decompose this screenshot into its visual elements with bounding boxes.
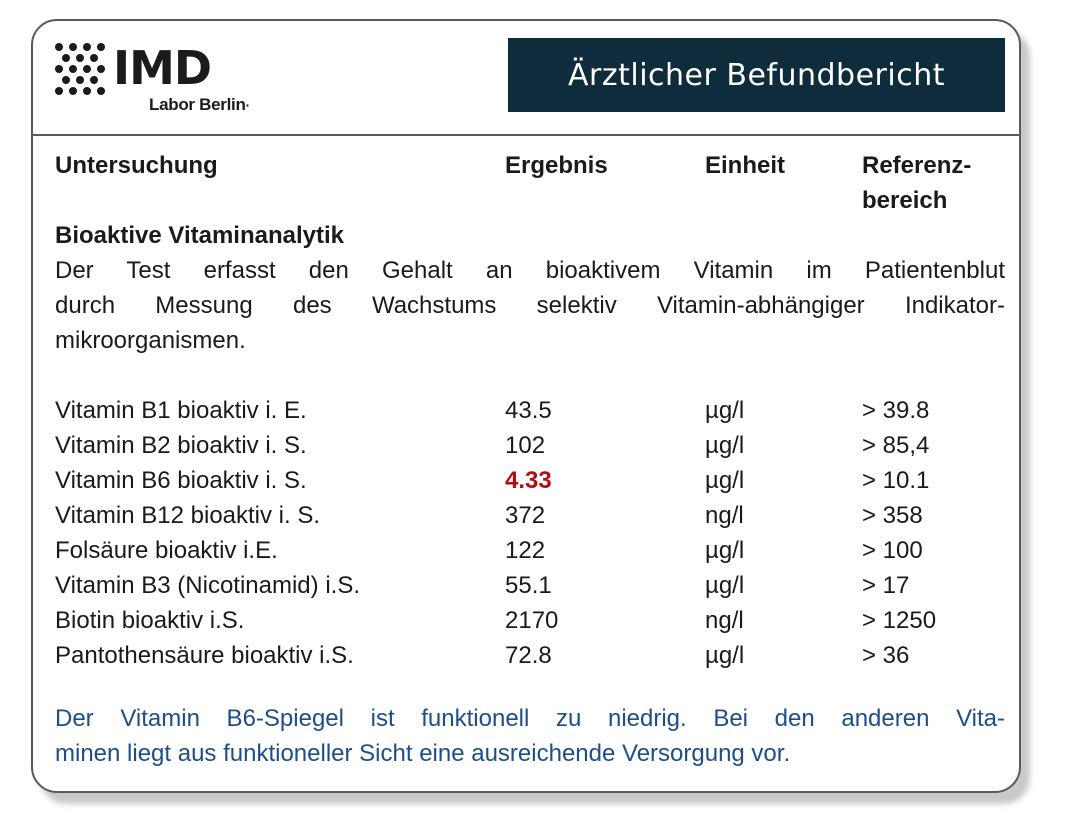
imd-logo	[53, 41, 293, 121]
header-result: Ergebnis	[505, 152, 608, 179]
result-reference: > 100	[862, 537, 923, 564]
report-content	[55, 148, 1005, 771]
result-reference: > 17	[862, 572, 910, 599]
description-line: mikroorganismen.	[55, 327, 246, 354]
note-line: minen liegt aus funktioneller Sicht eine ausreichende Versorgung vor.	[55, 740, 791, 767]
result-test: Vitamin B3 (Nicotinamid) i.S.	[55, 572, 360, 599]
report-title: Ärztlicher Befundbericht	[568, 57, 945, 93]
result-value: 2170	[505, 607, 559, 634]
result-row	[55, 463, 1005, 498]
result-unit: µg/l	[705, 572, 745, 599]
result-reference: > 1250	[862, 607, 937, 634]
result-reference: > 10.1	[862, 467, 930, 494]
result-row	[55, 498, 1005, 533]
note-line: Der Vitamin B6-Spiegel ist funktionell zu niedrig. Bei den anderen Vita-	[55, 705, 1005, 732]
result-test: Vitamin B1 bioaktiv i. E.	[55, 397, 307, 424]
results-table	[55, 393, 1005, 673]
result-reference: > 358	[862, 502, 923, 529]
logo-brand: IMD	[113, 41, 212, 95]
report-header	[33, 21, 1019, 136]
interpretation-note	[55, 701, 1005, 771]
result-value: 72.8	[505, 642, 552, 669]
result-value: 102	[505, 432, 546, 459]
result-row	[55, 533, 1005, 568]
result-unit: µg/l	[705, 642, 745, 669]
result-test: Vitamin B6 bioaktiv i. S.	[55, 467, 307, 494]
description-line: Der Test erfasst den Gehalt an bioaktivem Vitamin im Patientenblut	[55, 257, 1005, 284]
description-line: durch Messung des Wachstums selektiv Vitamin-abhängiger Indikator-	[55, 292, 1005, 319]
result-test: Vitamin B2 bioaktiv i. S.	[55, 432, 307, 459]
result-value: 55.1	[505, 572, 552, 599]
result-unit: µg/l	[705, 397, 745, 424]
result-row	[55, 428, 1005, 463]
result-test: Folsäure bioaktiv i.E.	[55, 537, 278, 564]
result-row	[55, 568, 1005, 603]
result-unit: µg/l	[705, 537, 745, 564]
header-reference	[862, 148, 971, 218]
report-title-box	[508, 38, 1005, 112]
result-reference: > 36	[862, 642, 910, 669]
result-test: Vitamin B12 bioaktiv i. S.	[55, 502, 321, 529]
result-value: 122	[505, 537, 546, 564]
result-row	[55, 638, 1005, 673]
report-card	[31, 19, 1021, 793]
header-unit: Einheit	[705, 152, 786, 179]
logo-dot-grid-icon	[53, 41, 109, 97]
result-value: 372	[505, 502, 546, 529]
result-unit: µg/l	[705, 432, 745, 459]
column-headers	[55, 148, 1005, 214]
spacer	[55, 358, 1005, 393]
result-test: Biotin bioaktiv i.S.	[55, 607, 245, 634]
result-value-flagged: 4.33	[505, 467, 552, 494]
section-title: Bioaktive Vitaminanalytik	[55, 222, 345, 249]
result-reference: > 39.8	[862, 397, 930, 424]
result-value: 43.5	[505, 397, 552, 424]
result-unit: ng/l	[705, 502, 744, 529]
logo-subtitle: Labor Berlin ·	[149, 95, 250, 115]
header-reference-line2: bereich	[862, 187, 948, 214]
result-reference: > 85,4	[862, 432, 930, 459]
result-unit: ng/l	[705, 607, 744, 634]
section-description	[55, 253, 1005, 358]
header-reference-line1: Referenz-	[862, 152, 972, 179]
result-row	[55, 603, 1005, 638]
result-row	[55, 393, 1005, 428]
result-test: Pantothensäure bioaktiv i.S.	[55, 642, 354, 669]
result-unit: µg/l	[705, 467, 745, 494]
header-test: Untersuchung	[55, 152, 218, 179]
